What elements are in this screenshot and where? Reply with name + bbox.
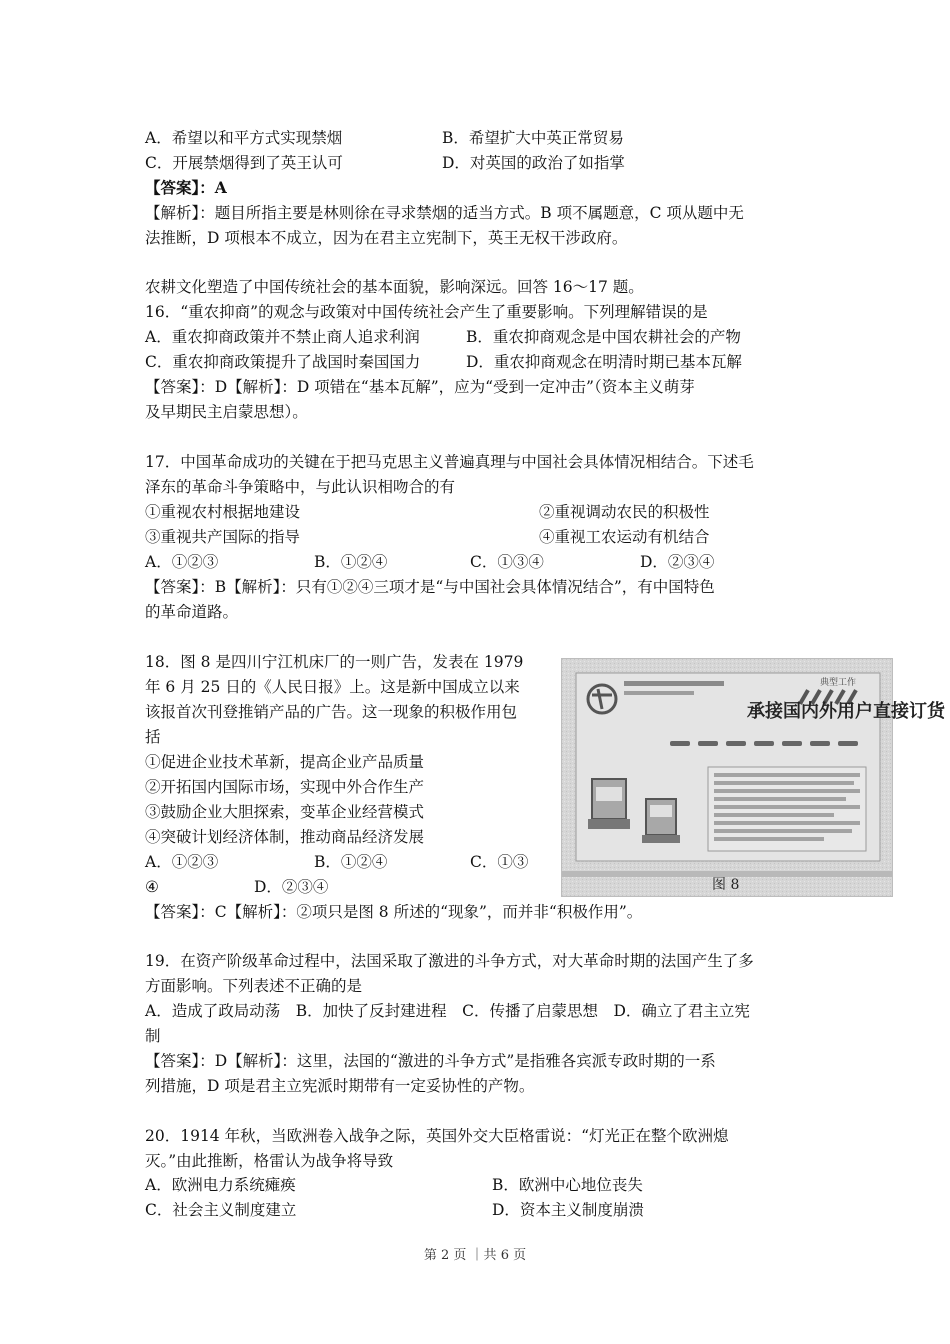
intro-16-17: 农耕文化塑造了中国传统社会的基本面貌，影响深远。回答 16～17 题。: [145, 278, 644, 296]
q16-answer-line1: 【答案】：D【解析】：D 项错在“基本瓦解”，应为“受到一定冲击”（资本主义萌芽: [145, 378, 695, 396]
q16-option-c: C．重农抑商政策提升了战国时秦国国力: [145, 353, 421, 371]
q18-stem-line4: 括: [145, 728, 161, 746]
q15-option-a: A．希望以和平方式实现禁烟: [145, 129, 343, 147]
q17-item-2: ②重视调动农民的积极性: [539, 503, 710, 521]
q19-options-line2: 制: [145, 1027, 161, 1045]
q16-answer-line2: 及早期民主启蒙思想）。: [145, 403, 308, 421]
ad-corner-label: 典型工作: [820, 678, 857, 688]
q20-option-c: C．社会主义制度建立: [145, 1201, 297, 1219]
q18-option-c: C．①③: [470, 853, 529, 871]
q15-option-d: D．对英国的政治了如指掌: [442, 154, 625, 172]
q15-analysis-line1: 【解析】：题目所指主要是林则徐在寻求禁烟的适当方式。B 项不属题意，C 项从题中无: [145, 204, 744, 222]
q17-answer-line2: 的革命道路。: [145, 603, 239, 621]
q18-item-2: ②开拓国内国际市场，实现中外合作生产: [145, 778, 425, 796]
q20-option-d: D．资本主义制度崩溃: [492, 1201, 644, 1219]
q15-answer: 【答案】：A: [145, 178, 227, 197]
ad-headline: 承接国内外用户直接订货: [747, 701, 945, 722]
q18-stem-line2: 年 6 月 25 日的《人民日报》上。这是新中国成立以来: [145, 678, 520, 696]
q16-option-d: D．重农抑商观念在明清时期已基本瓦解: [466, 353, 742, 371]
q18-stem-line3: 该报首次刊登推销产品的广告。这一现象的积极作用包: [145, 703, 518, 721]
q19-options-line1: A．造成了政局动荡 B．加快了反封建进程 C．传播了启蒙思想 D．确立了君主立宪: [145, 1002, 750, 1020]
q17-item-1: ①重视农村根据地建设: [145, 503, 301, 521]
q16-stem: 16．“重农抑商”的观念与政策对中国传统社会产生了重要影响。下列理解错误的是: [145, 303, 708, 321]
figure-caption: 图 8: [712, 877, 740, 893]
q18-option-a: A．①②③: [145, 853, 219, 871]
q17-item-3: ③重视共产国际的指导: [145, 528, 301, 546]
q15-option-b: B．希望扩大中英正常贸易: [442, 129, 624, 147]
q19-stem-line1: 19．在资产阶级革命过程中，法国采取了激进的斗争方式，对大革命时期的法国产生了多: [145, 952, 754, 970]
q20-stem-line1: 20．1914 年秋，当欧洲卷入战争之际，英国外交大臣格雷说：“灯光正在整个欧洲熄: [145, 1127, 729, 1145]
page-footer: 第 2 页 ｜共 6 页: [423, 1248, 527, 1263]
q18-item-3: ③鼓励企业大胆探索，变革企业经营模式: [145, 803, 425, 821]
q17-stem-line1: 17．中国革命成功的关键在于把马克思主义普遍真理与中国社会具体情况相结合。下述毛: [145, 453, 754, 471]
q15-analysis-line2: 法推断，D 项根本不成立，因为在君主立宪制下，英王无权干涉政府。: [145, 229, 628, 247]
q18-option-c-cont: ④: [145, 878, 159, 896]
q17-stem-line2: 泽东的革命斗争策略中，与此认识相吻合的有: [145, 478, 456, 496]
q18-answer: 【答案】：C【解析】：②项只是图 8 所述的“现象”，而并非“积极作用”。: [145, 903, 643, 921]
q19-answer-line1: 【答案】：D【解析】：这里，法国的“激进的斗争方式”是指雅各宾派专政时期的一系: [145, 1052, 716, 1070]
q18-stem-line1: 18．图 8 是四川宁江机床厂的一则广告，发表在 1979: [145, 653, 524, 671]
q17-option-a: A．①②③: [145, 553, 219, 571]
q20-stem-line2: 灭。”由此推断，格雷认为战争将导致: [145, 1152, 394, 1170]
q17-option-b: B．①②④: [314, 553, 388, 571]
q16-option-a: A．重农抑商政策并不禁止商人追求利润: [145, 328, 420, 346]
q19-answer-line2: 列措施，D 项是君主立宪派时期带有一定妥协性的产物。: [145, 1077, 535, 1095]
q20-option-b: B．欧洲中心地位丧失: [492, 1176, 643, 1194]
q16-option-b: B．重农抑商观念是中国农耕社会的产物: [466, 328, 741, 346]
q18-item-1: ①促进企业技术革新，提高企业产品质量: [145, 753, 425, 771]
q17-item-4: ④重视工农运动有机结合: [539, 528, 710, 546]
q20-option-a: A．欧洲电力系统瘫痪: [145, 1176, 296, 1194]
q17-answer-line1: 【答案】：B【解析】：只有①②④三项才是“与中国社会具体情况结合”，有中国特色: [145, 578, 715, 596]
q18-option-b: B．①②④: [314, 853, 388, 871]
q17-option-c: C．①③④: [470, 553, 544, 571]
q19-stem-line2: 方面影响。下列表述不正确的是: [145, 977, 363, 995]
newspaper-ad-graphic: [562, 659, 945, 896]
q18-item-4: ④突破计划经济体制，推动商品经济发展: [145, 828, 425, 846]
figure-8-newspaper-ad: [561, 658, 945, 897]
q17-option-d: D．②③④: [640, 553, 715, 571]
q18-option-d: D．②③④: [254, 878, 329, 896]
q15-option-c: C．开展禁烟得到了英王认可: [145, 154, 343, 172]
